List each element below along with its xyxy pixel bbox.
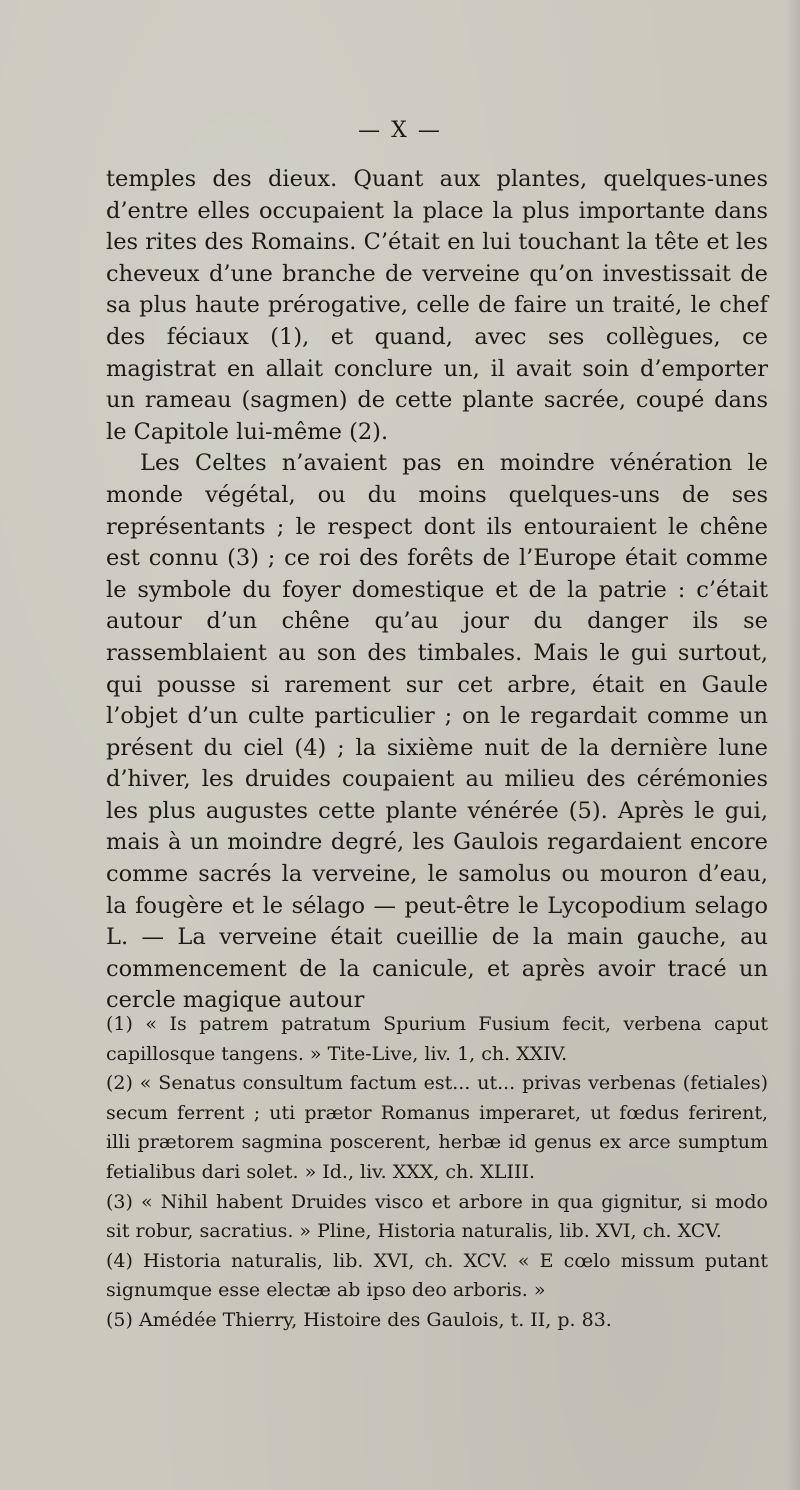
footnote-1: (1) « Is patrem patratum Spurium Fusium fecit, verbena caput capillosque tangens. » Tite-Live, liv. 1, ch. XXIV. [106, 1013, 768, 1065]
footnote-5: (5) Amédée Thierry, Histoire des Gaulois, t. II, p. 83. [106, 1308, 612, 1331]
main-text [106, 164, 768, 1017]
page-header: — X — [358, 118, 442, 143]
footnotes [106, 1010, 768, 1336]
page-edge-shadow [786, 0, 800, 1490]
paragraph-2: Les Celtes n’avaient pas en moindre vénération le monde végétal, ou du moins quelques-uns de ses représentants ; le respect dont ils entouraient le chêne est connu (3) ; ce roi des forêts de l’Europe était comme le symbole du foyer domestique et de la patrie : c’était autour d’un chêne qu’au jour du danger ils se rassemblaient au son des timbales. Mais le gui surtout, qui pousse si rarement sur cet arbre, était en Gaule l’objet d’un culte particulier ; on le regardait comme un présent du ciel (4) ; la sixième nuit de la dernière lune d’hiver, les druides coupaient au milieu des cérémonies les plus augustes cette plante vénérée (5). Après le gui, mais à un moindre degré, les Gaulois regardaient encore comme sacrés la verveine, le samolus ou mouron d’eau, la fougère et le sélago — peut-être le Lycopodium selago L. — La verveine était cueillie de la main gauche, au commencement de la canicule, et après avoir tracé un cercle magique autour [106, 450, 768, 1014]
footnote-2: (2) « Senatus consultum factum est... ut... privas verbenas (fetiales) secum ferrent ; uti prætor Romanus imperaret, ut fœdus ferirent, illi prætorem sagmina poscerent, herbæ id genus ex arce sumptum fetialibus dari solet. » Id., liv. XXX, ch. XLIII. [106, 1072, 768, 1183]
paragraph-1: temples des dieux. Quant aux plantes, quelques-unes d’entre elles occupaient la place la plus importante dans les rites des Romains. C’était en lui touchant la tête et les cheveux d’une branche de verveine qu’on investissait de sa plus haute prérogative, celle de faire un traité, le chef des féciaux (1), et quand, avec ses collègues, ce magistrat en allait conclure un, il avait soin d’emporter un rameau (sagmen) de cette plante sacrée, coupé dans le Capitole lui-même (2). [106, 166, 768, 445]
footnote-4: (4) Historia naturalis, lib. XVI, ch. XCV. « E cœlo missum putant signumque esse electæ ab ipso deo arboris. » [106, 1249, 768, 1302]
footnote-3: (3) « Nihil habent Druides visco et arbore in qua gignitur, si modo sit robur, sacratius. » Pline, Historia naturalis, lib. XVI, ch. XCV. [106, 1190, 768, 1243]
